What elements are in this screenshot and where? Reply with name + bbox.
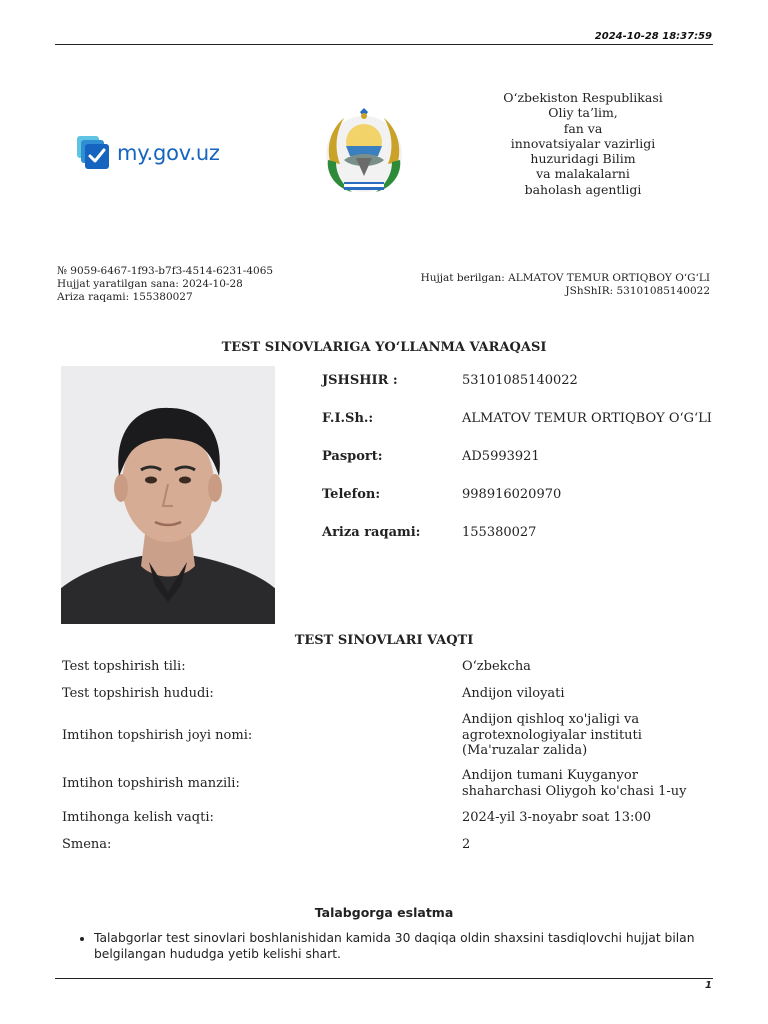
note-list <box>80 930 720 962</box>
field-value-phone: 998916020970 <box>462 487 562 502</box>
test-value-address <box>462 768 687 799</box>
field-label-fish: F.I.Sh.: <box>322 411 374 426</box>
application-number: Ariza raqami: 155380027 <box>57 291 193 304</box>
test-value-language <box>462 659 531 675</box>
field-value-application: 155380027 <box>462 525 537 540</box>
value-line: O‘zbekcha <box>462 659 531 674</box>
test-label-address: Imtihon topshirish manzili: <box>62 776 240 791</box>
org-line: huzuridagi Bilim <box>530 151 636 167</box>
test-label-arrival: Imtihonga kelish vaqti: <box>62 810 214 825</box>
checkbox-stack-icon <box>76 135 110 171</box>
bottom-divider <box>55 978 713 979</box>
document-created-date: Hujjat yaratilgan sana: 2024-10-28 <box>57 278 243 291</box>
organization-name <box>478 90 688 197</box>
org-line: innovatsiyalar vazirligi <box>510 135 656 151</box>
test-value-venue <box>462 712 642 759</box>
field-value-fish: ALMATOV TEMUR ORTIQBOY O‘G‘LI <box>462 411 712 426</box>
value-line: (Ma'ruzalar zalida) <box>462 743 588 758</box>
test-value-arrival <box>462 810 651 826</box>
field-label-jshshir: JSHSHIR : <box>322 373 398 388</box>
org-line: baholash agentligi <box>524 181 642 197</box>
note-title: Talabgorga eslatma <box>314 905 454 920</box>
value-line: 2024-yil 3-noyabr soat 13:00 <box>462 810 651 825</box>
logo-text: my.gov.uz <box>117 141 220 165</box>
document-number: № 9059-6467-1f93-b7f3-4514-6231-4065 <box>57 265 274 277</box>
field-label-phone: Telefon: <box>322 487 381 502</box>
document-title: TEST SINOVLARIGA YO‘LLANMA VARAQASI <box>221 340 547 355</box>
field-value-passport: AD5993921 <box>462 449 540 464</box>
value-line: agrotexnologiyalar instituti <box>462 727 642 743</box>
value-line: 2 <box>462 837 471 852</box>
issued-to: Hujjat berilgan: ALMATOV TEMUR ORTIQBOY O‘G‘LI <box>420 272 710 284</box>
value-line: shaharchasi Oliygoh ko'chasi 1-uy <box>462 783 687 799</box>
mygov-logo <box>76 133 236 173</box>
org-line: Oliy ta’lim, <box>548 105 618 121</box>
value-line: Andijon qishloq xo'jaligi va <box>462 712 640 727</box>
value-line: Andijon tumani Kuyganyor <box>462 768 638 783</box>
page-number: 1 <box>705 980 712 991</box>
test-label-shift: Smena: <box>62 837 112 852</box>
print-datetime: 2024-10-28 18:37:59 <box>594 31 712 42</box>
org-line: fan va <box>563 120 603 136</box>
issued-jshshir: JShShIR: 53101085140022 <box>565 285 710 298</box>
state-emblem-icon <box>314 104 414 198</box>
applicant-photo <box>61 366 275 624</box>
test-label-language: Test topshirish tili: <box>62 659 186 674</box>
document-meta-left <box>57 265 273 305</box>
test-section-title: TEST SINOVLARI VAQTI <box>294 633 474 648</box>
document-meta-right <box>421 272 710 298</box>
field-label-application: Ariza raqami: <box>322 525 421 540</box>
test-label-region: Test topshirish hududi: <box>62 686 214 701</box>
test-value-region <box>462 686 565 702</box>
top-divider <box>55 44 713 45</box>
field-label-passport: Pasport: <box>322 449 383 464</box>
person-photo-icon <box>61 366 275 624</box>
note-item: • Talabgorlar test sinovlari boshlanishidan kamida 30 daqiqa oldin shaxsini tasdiqlovchi hujjat bilan belgilangan hududga yetib kelishi shart. <box>94 930 720 962</box>
field-value-jshshir: 53101085140022 <box>462 373 578 388</box>
org-line: O‘zbekiston Respublikasi <box>503 90 663 105</box>
test-label-venue: Imtihon topshirish joyi nomi: <box>62 728 253 743</box>
org-line: va malakalarni <box>536 166 630 182</box>
value-line: Andijon viloyati <box>462 686 565 701</box>
test-value-shift <box>462 837 470 853</box>
